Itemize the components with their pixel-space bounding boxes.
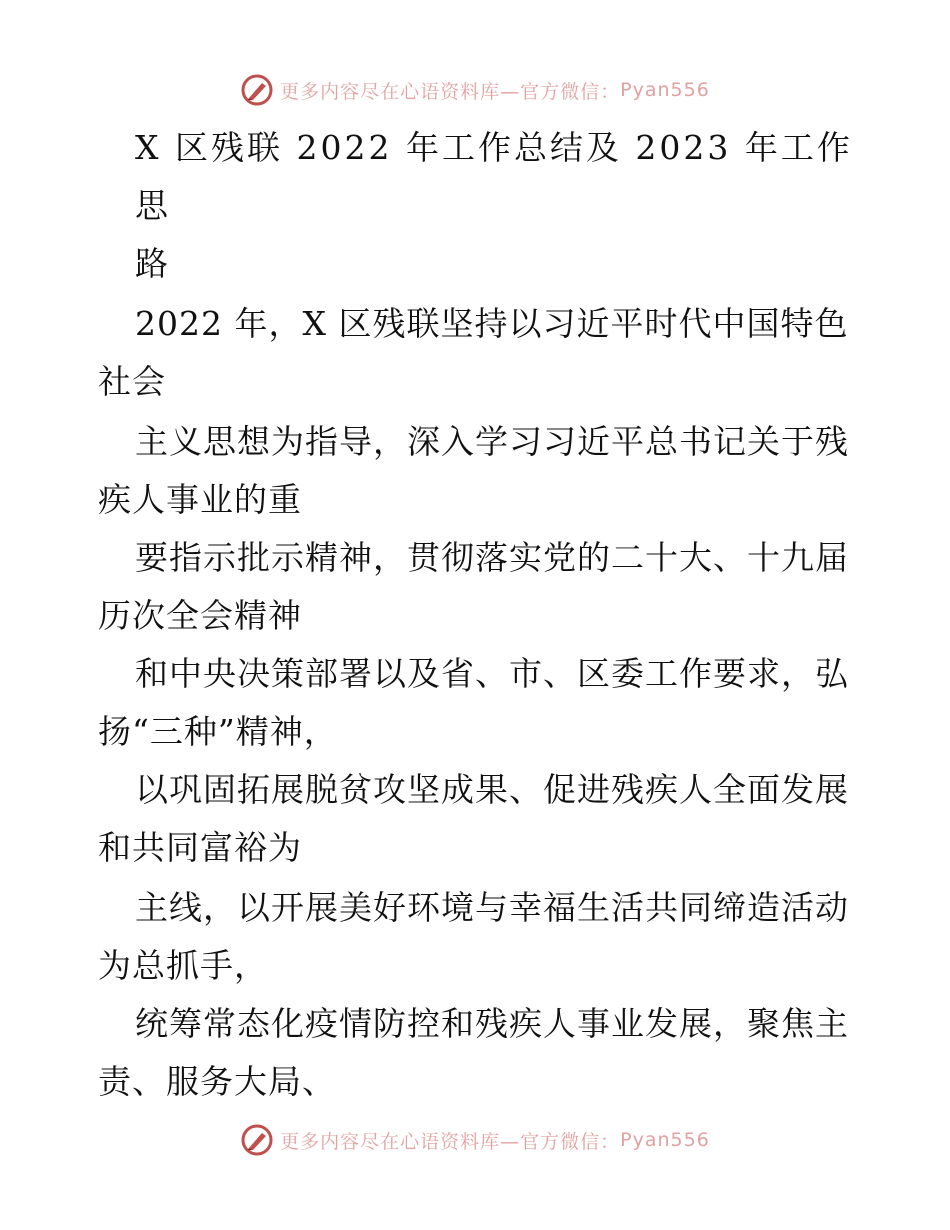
title-line-1: X 区残联 2022 年工作总结及 2023 年工作 <box>135 128 853 167</box>
paragraph-line: 2022 年，X 区残联坚持以习近平时代中国特色 <box>135 304 849 343</box>
banner-text: 更多内容尽在心语资料库—官方微信： <box>280 1130 621 1153</box>
paragraph-line: 责、服务大局、 <box>98 1062 336 1101</box>
paragraph-line: 以巩固拓展脱贫攻坚成果、促进残疾人全面发展 <box>135 770 849 809</box>
paragraph-line: 主线，以开展美好环境与幸福生活共同缔造活动 <box>135 888 849 927</box>
banner-text: 更多内容尽在心语资料库—官方微信： <box>280 80 621 103</box>
paragraph-line: 主义思想为指导，深入学习习近平总书记关于残 <box>135 422 849 461</box>
paragraph-line: 要指示批示精神，贯彻落实党的二十大、十九届 <box>135 538 849 577</box>
paragraph-line: 为总抓手， <box>98 946 268 985</box>
footer-banner <box>0 1122 950 1158</box>
paragraph-line: 扬“三种”精神， <box>98 712 338 751</box>
paragraph-line: 统筹常态化疫情防控和残疾人事业发展，聚焦主 <box>135 1004 849 1043</box>
paragraph-line: 和共同富裕为 <box>98 828 302 867</box>
pen-circle-logo-icon <box>240 1123 274 1157</box>
header-banner <box>0 72 950 108</box>
pen-circle-logo-icon <box>240 73 274 107</box>
paragraph-line: 和中央决策部署以及省、市、区委工作要求，弘 <box>135 654 849 693</box>
banner-wechat-id: Pyan556 <box>620 1129 710 1151</box>
title-line-2: 思 <box>135 186 171 225</box>
banner-wechat-id: Pyan556 <box>620 79 710 101</box>
paragraph-line: 疾人事业的重 <box>98 480 302 519</box>
title-line-3: 路 <box>135 244 171 283</box>
paragraph-line: 历次全会精神 <box>98 596 302 635</box>
paragraph-line: 社会 <box>98 362 166 401</box>
